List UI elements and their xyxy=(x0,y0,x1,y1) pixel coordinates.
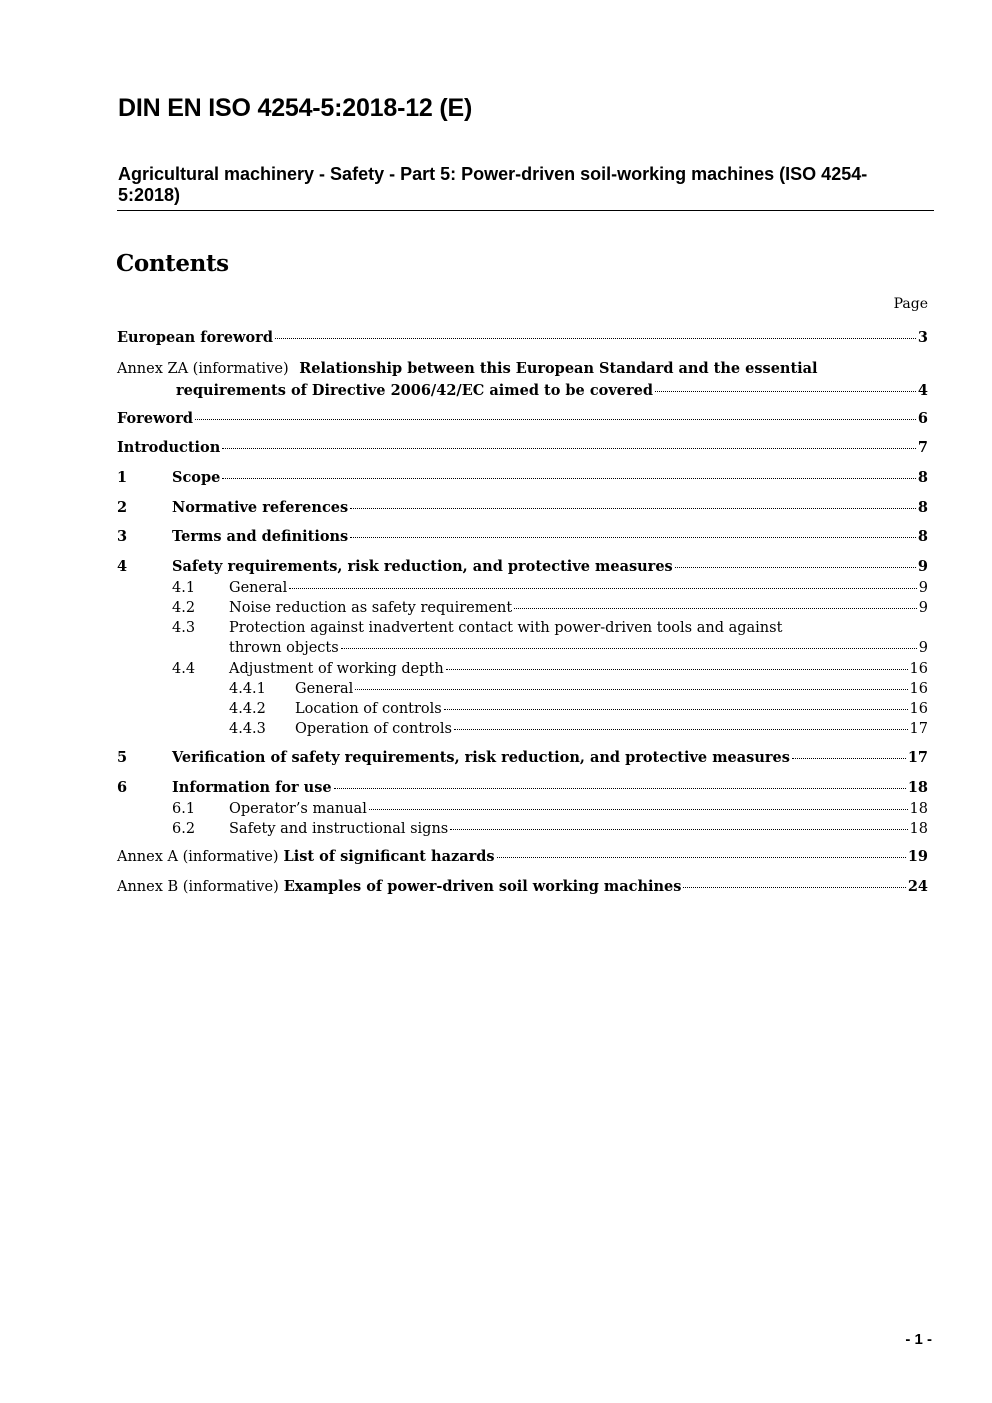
toc-entry-page: 16 xyxy=(909,661,928,677)
toc-entry-page: 17 xyxy=(909,721,928,737)
toc-entry-page: 8 xyxy=(917,499,928,516)
toc-entry-number: 5 xyxy=(117,749,128,766)
toc-entry-verification[interactable] xyxy=(117,748,928,768)
toc-entry-title: List of significant hazards xyxy=(283,848,495,865)
toc-entry-number: 4.4.1 xyxy=(229,681,266,697)
toc-entry-title: Information for use xyxy=(172,779,332,796)
toc-entry-page: 16 xyxy=(909,681,928,697)
toc-leader xyxy=(655,391,916,392)
toc-entry-title: Examples of power-driven soil working machines xyxy=(283,878,682,895)
toc-entry-title: Operator’s manual xyxy=(229,801,367,817)
toc-leader xyxy=(683,887,905,888)
toc-entry-number: 3 xyxy=(117,528,128,545)
toc-entry-introduction[interactable] xyxy=(117,438,928,458)
toc-leader xyxy=(275,338,916,339)
toc-entry-page: 9 xyxy=(917,558,928,575)
toc-entry-title: Operation of controls xyxy=(295,721,452,737)
toc-entry-number: 6 xyxy=(117,779,128,796)
toc-entry-annex-b[interactable] xyxy=(117,877,928,897)
toc-leader xyxy=(222,448,916,449)
toc-entry-title-cont: requirements of Directive 2006/42/EC aimed to be covered xyxy=(176,382,653,399)
toc-entry-title: Introduction xyxy=(117,439,221,456)
toc-entry-title-cont: thrown objects xyxy=(229,640,339,656)
toc-entry-4-4-3-operation[interactable] xyxy=(229,719,928,739)
toc-entry-number: 4 xyxy=(117,558,128,575)
toc-entry-title: Normative references xyxy=(172,499,349,516)
toc-entry-annex-a[interactable] xyxy=(117,847,928,867)
toc-entry-page: 6 xyxy=(917,410,928,427)
toc-entry-title: European foreword xyxy=(117,329,273,346)
toc-entry-page: 8 xyxy=(917,469,928,486)
toc-entry-title: Protection against inadvertent contact with power-driven tools and against xyxy=(229,620,783,636)
contents-heading: Contents xyxy=(116,250,229,277)
page-column-label: Page xyxy=(893,296,928,312)
toc-entry-title: Terms and definitions xyxy=(172,528,349,545)
toc-entry-number: 4.2 xyxy=(172,600,196,616)
toc-annex-prefix: Annex ZA (informative) xyxy=(117,361,289,377)
toc-entry-scope[interactable] xyxy=(117,468,928,488)
toc-leader xyxy=(792,758,906,759)
toc-entry-safety-requirements[interactable] xyxy=(117,557,928,577)
toc-leader xyxy=(444,709,908,710)
toc-entry-4-3-protection[interactable] xyxy=(229,638,928,658)
toc-entry-number: 4.3 xyxy=(172,620,196,636)
toc-leader xyxy=(334,788,906,789)
toc-entry-title: Verification of safety requirements, risk reduction, and protective measures xyxy=(172,749,790,766)
toc-entry-terms-and-definitions[interactable] xyxy=(117,527,928,547)
toc-entry-page: 7 xyxy=(917,439,928,456)
toc-entry-4-4-2-location[interactable] xyxy=(229,699,928,719)
toc-entry-page: 16 xyxy=(909,701,928,717)
toc-entry-4-3-line1[interactable] xyxy=(172,618,782,638)
toc-entry-title: Safety and instructional signs xyxy=(229,821,449,837)
toc-entry-6-1-operators-manual[interactable] xyxy=(172,799,928,819)
toc-entry-page: 18 xyxy=(907,779,928,796)
toc-entry-page: 8 xyxy=(917,528,928,545)
toc-entry-european-foreword[interactable] xyxy=(117,328,928,348)
toc-entry-annex-za-line1[interactable] xyxy=(117,359,818,379)
toc-entry-title: Relationship between this European Standard and the essential xyxy=(299,360,818,377)
toc-entry-4-2-noise-reduction[interactable] xyxy=(172,598,928,618)
toc-entry-title: Location of controls xyxy=(295,701,442,717)
toc-entry-number: 1 xyxy=(117,469,128,486)
toc-entry-page: 18 xyxy=(909,801,928,817)
toc-entry-title: Noise reduction as safety requirement xyxy=(229,600,513,616)
toc-entry-title: General xyxy=(229,580,288,596)
toc-entry-page: 3 xyxy=(917,329,928,346)
toc-entry-title: Adjustment of working depth xyxy=(229,661,444,677)
toc-leader xyxy=(350,537,916,538)
toc-leader xyxy=(454,729,908,730)
toc-entry-page: 9 xyxy=(918,580,928,596)
toc-entry-4-4-1-general[interactable] xyxy=(229,679,928,699)
toc-leader xyxy=(350,508,916,509)
toc-leader xyxy=(195,419,916,420)
toc-entry-4-1-general[interactable] xyxy=(172,578,928,598)
toc-leader xyxy=(222,478,916,479)
toc-entry-page: 18 xyxy=(909,821,928,837)
toc-leader xyxy=(446,669,908,670)
toc-entry-normative-references[interactable] xyxy=(117,498,928,518)
toc-entry-page: 4 xyxy=(917,382,928,399)
toc-leader xyxy=(369,809,908,810)
toc-entry-page: 9 xyxy=(918,640,928,656)
toc-entry-information-for-use[interactable] xyxy=(117,778,928,798)
toc-leader xyxy=(497,857,906,858)
toc-entry-number: 4.4 xyxy=(172,661,196,677)
toc-entry-number: 6.2 xyxy=(172,821,196,837)
toc-entry-number: 6.1 xyxy=(172,801,196,817)
toc-entry-number: 4.1 xyxy=(172,580,196,596)
toc-entry-title: Scope xyxy=(172,469,221,486)
toc-entry-page: 19 xyxy=(907,848,928,865)
toc-entry-annex-za[interactable] xyxy=(176,381,928,401)
toc-entry-number: 4.4.2 xyxy=(229,701,266,717)
toc-entry-number: 2 xyxy=(117,499,128,516)
toc-entry-4-4-adjustment[interactable] xyxy=(172,659,928,679)
toc-entry-foreword[interactable] xyxy=(117,409,928,429)
toc-leader xyxy=(341,648,917,649)
toc-entry-title: Foreword xyxy=(117,410,193,427)
footer-page-number: - 1 - xyxy=(905,1331,932,1348)
toc-entry-page: 17 xyxy=(907,749,928,766)
document-title: Agricultural machinery - Safety - Part 5: Power-driven soil-working machines (ISO 4254-5:2018) xyxy=(118,164,868,205)
toc-leader xyxy=(289,588,916,589)
toc-entry-page: 24 xyxy=(907,878,928,895)
toc-annex-prefix: Annex A (informative) xyxy=(117,849,279,865)
toc-leader xyxy=(450,829,907,830)
toc-entry-page: 9 xyxy=(918,600,928,616)
toc-leader xyxy=(675,567,916,568)
toc-annex-prefix: Annex B (informative) xyxy=(117,879,279,895)
toc-entry-number: 4.4.3 xyxy=(229,721,266,737)
toc-entry-6-2-safety-signs[interactable] xyxy=(172,819,928,839)
document-id: DIN EN ISO 4254-5:2018-12 (E) xyxy=(118,94,473,122)
toc-entry-title: General xyxy=(295,681,354,697)
toc-leader xyxy=(514,608,917,609)
toc-entry-title: Safety requirements, risk reduction, and protective measures xyxy=(172,558,673,575)
toc-leader xyxy=(355,689,907,690)
